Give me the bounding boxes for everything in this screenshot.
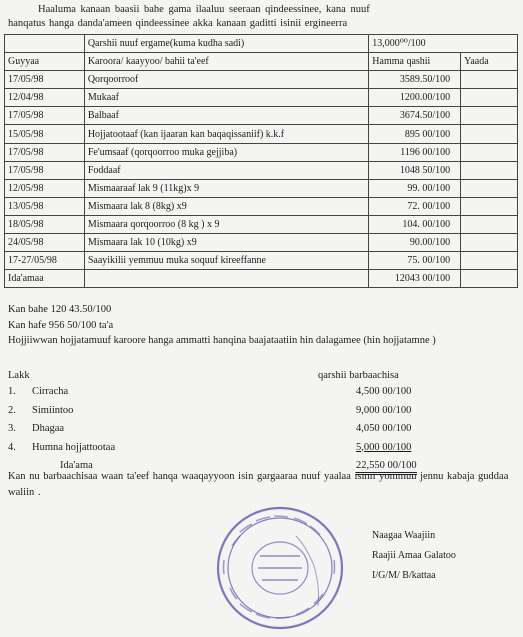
items-total-amount: 22,550 00/100 [356, 460, 417, 475]
row-note [461, 71, 518, 89]
table-row [5, 215, 518, 233]
items-header-amount: qarshii barbaachisa [318, 370, 399, 381]
header-item: Karoora/ kaayyoo/ bahii ta'eef [84, 53, 368, 71]
row-item: Hojjatootaaf (kan ijaaran kan baqaqissaniif) k.k.f [84, 125, 368, 143]
row-amount: 1196 00/100 [369, 143, 461, 161]
header-amount: Hamma qashii [369, 53, 461, 71]
row-date: 15/05/98 [5, 125, 85, 143]
items-header-number: Lakk [8, 370, 30, 381]
item-amount: 5,000 00/100 [356, 441, 412, 453]
list-item [8, 405, 516, 424]
table-total-row [5, 270, 518, 288]
table-row [5, 143, 518, 161]
header-note: Yaada [461, 53, 518, 71]
header-date: Guyyaa [5, 53, 85, 71]
table-title: Qarshii nuuf ergame(kuma kudha sadi) [84, 35, 368, 53]
total-amount: 12043 00/100 [369, 270, 461, 288]
item-name: Humna hojjattootaa [32, 441, 116, 453]
intro-line-2: hanqatus hanga danda'ameen qindeessinee akka kanaan gaditti isinii ergineerra [8, 18, 348, 29]
signature-line-3: I/G/M/ B/kattaa [372, 570, 436, 581]
row-item: Mukaaf [84, 89, 368, 107]
row-item: Balbaaf [84, 107, 368, 125]
total-label: Ida'amaa [5, 270, 85, 288]
intro-line-1: Haaluma kanaan baasii bahe gama ilaaluu seeraan qindeessinee, kana nuuf [38, 4, 370, 15]
row-note [461, 89, 518, 107]
row-note [461, 234, 518, 252]
row-note [461, 107, 518, 125]
row-date: 24/05/98 [5, 234, 85, 252]
signature-line-1: Naagaa Waajiin [372, 530, 436, 541]
row-item: Foddaaf [84, 161, 368, 179]
row-note [461, 161, 518, 179]
row-amount: 1048 50/100 [369, 161, 461, 179]
row-amount: 3589.50/100 [369, 71, 461, 89]
row-amount: 3674.50/100 [369, 107, 461, 125]
table-title-empty-cell [5, 35, 85, 53]
table-row [5, 234, 518, 252]
item-name: Dhagaa [32, 423, 65, 434]
row-date: 17/05/98 [5, 143, 85, 161]
signature-line-2: Raajii Amaa Galatoo [372, 550, 456, 561]
row-item: Mismaara lak 10 (10kg) x9 [84, 234, 368, 252]
row-date: 13/05/98 [5, 197, 85, 215]
items-header [8, 370, 516, 386]
table-row [5, 125, 518, 143]
table-row [5, 161, 518, 179]
row-amount: 75. 00/100 [369, 252, 461, 270]
item-amount: 4,050 00/100 [356, 423, 412, 434]
total-note [461, 270, 518, 288]
table-title-row [5, 35, 518, 53]
row-amount: 895 00/100 [369, 125, 461, 143]
table-row [5, 89, 518, 107]
item-number: 3. [8, 423, 16, 434]
row-date: 17/05/98 [5, 161, 85, 179]
row-amount: 104. 00/100 [369, 215, 461, 233]
row-item: Mismaara qorqoorroo (8 kg ) x 9 [84, 215, 368, 233]
row-date: 17/05/98 [5, 71, 85, 89]
row-note [461, 125, 518, 143]
row-amount: 1200.00/100 [369, 89, 461, 107]
signature-block [372, 526, 456, 586]
row-item: Fe'umsaaf (qorqoorroo muka gejjiba) [84, 143, 368, 161]
list-item [8, 442, 516, 461]
item-name: Cirracha [32, 386, 69, 397]
amount-remaining: Kan hafe 956 50/100 ta'a [8, 319, 114, 331]
official-stamp-icon [210, 496, 360, 636]
row-note [461, 197, 518, 215]
list-item [8, 386, 516, 405]
row-date: 18/05/98 [5, 215, 85, 233]
table-row [5, 179, 518, 197]
row-date: 17/05/98 [5, 107, 85, 125]
required-items-list [8, 370, 516, 479]
intro-paragraph [8, 3, 516, 31]
row-amount: 90.00/100 [369, 234, 461, 252]
summary-block [8, 302, 516, 349]
row-date: 12/04/98 [5, 89, 85, 107]
item-amount: 9,000 00/100 [356, 404, 412, 416]
table-row [5, 197, 518, 215]
table-row [5, 71, 518, 89]
item-name: Simiintoo [32, 404, 74, 416]
row-note [461, 179, 518, 197]
row-item: Mismaaraaf lak 9 (11kg)x 9 [84, 179, 368, 197]
row-note [461, 252, 518, 270]
closing-paragraph: Kan nu barbaachisaa waan ta'eef hanqa waaqayyoon isin gargaaraa nuuf yaalaa isinii yommuu jennu kabaja guddaa waliin . [8, 471, 509, 498]
amount-spent: Kan bahe 120 43.50/100 [8, 304, 112, 315]
item-number: 4. [8, 441, 16, 453]
row-date: 17-27/05/98 [5, 252, 85, 270]
table-header-row [5, 53, 518, 71]
row-note [461, 215, 518, 233]
expense-table [4, 34, 518, 288]
row-note [461, 143, 518, 161]
list-item [8, 423, 516, 442]
row-item: Saayikilii yemmuu muka soquuf kireeffanne [84, 252, 368, 270]
total-empty-cell [84, 270, 368, 288]
row-item: Qorqoorroof [84, 71, 368, 89]
table-row [5, 107, 518, 125]
items-total-label: Ida'ama [60, 460, 93, 471]
row-amount: 72. 00/100 [369, 197, 461, 215]
table-row [5, 252, 518, 270]
table-title-amount: 13,000⁰⁰/100 [369, 35, 518, 53]
item-amount: 4,500 00/100 [356, 386, 412, 397]
row-date: 12/05/98 [5, 179, 85, 197]
row-amount: 99. 00/100 [369, 179, 461, 197]
item-number: 2. [8, 404, 16, 416]
row-item: Mismaara lak 8 (8kg) x9 [84, 197, 368, 215]
item-number: 1. [8, 386, 16, 397]
pending-work-note: Hojjiiwwan hojjatamuuf karoore hanga ammatti hanqina baajataatiin hin dalagamee (hin hojjatamne ) [8, 335, 436, 346]
